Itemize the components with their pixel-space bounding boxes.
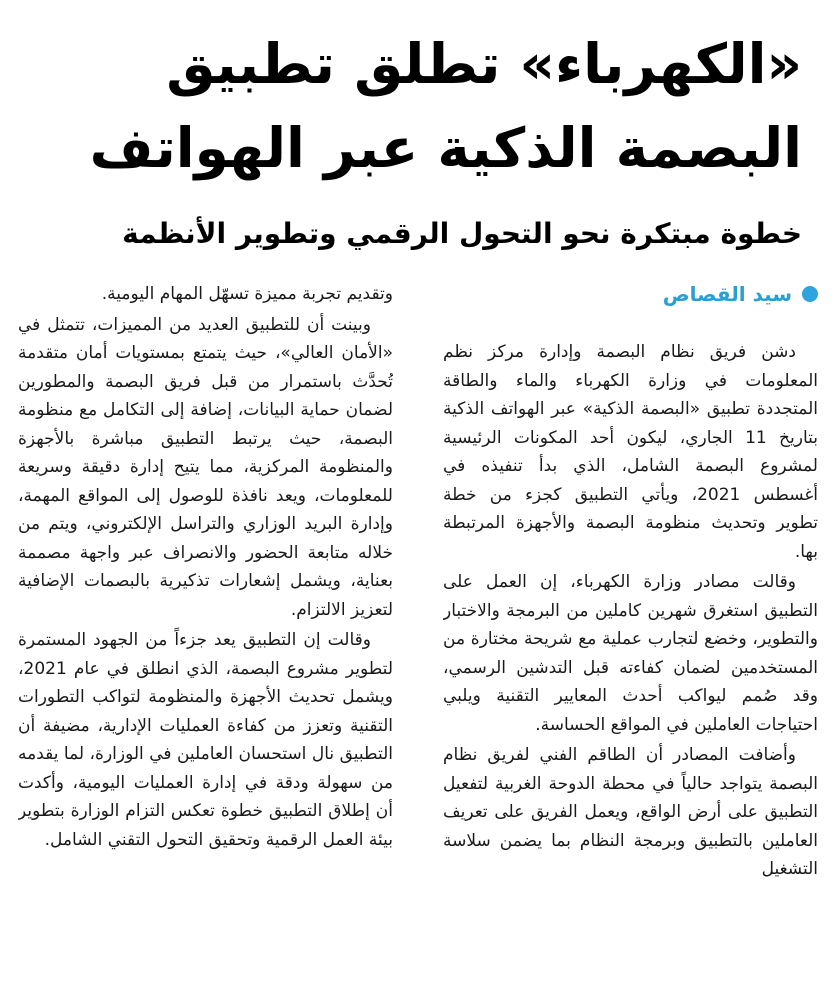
paragraph: دشن فريق نظام البصمة وإدارة مركز نظم المعلومات في وزارة الكهرباء والماء والطاقة المتجددة تطبيق «البصمة الذكية» عبر الهواتف الذكية بتاريخ 11 الجاري، ليكون أحد المكونات الرئيسية لمشروع البصمة الشامل، الذي بدأ تنفيذه في أغسطس 2021، ويأتي التطبيق كجزء من خطة تطوير وتحديث منظومة البصمة والأجهزة المرتبطة بها.: [443, 342, 818, 562]
paragraph: وقالت مصادر وزارة الكهرباء، إن العمل على التطبيق استغرق شهرين كاملين من البرمجة والاختبار والتطوير، وخضع لتجارب عملية مع شريحة مختارة من المستخدمين لضمان كفاءته قبل التدشين الرسمي، وقد صُمم ليواكب أحدث المعايير التقنية ويلبي احتياجات العاملين في المواقع الحساسة.: [443, 572, 818, 735]
paragraph: وأضافت المصادر أن الطاقم الفني لفريق نظام البصمة يتواجد حالياً في محطة الدوحة الغربية لتفعيل التطبيق على أرض الواقع، ويعمل الفريق على تعريف العاملين بالتطبيق وبرمجة النظام بما يضمن سلاسة التشغيل: [443, 745, 818, 879]
byline-bullet-icon: [802, 286, 818, 302]
headline-line-1: «الكهرباء» تطلق تطبيق: [166, 32, 802, 96]
paragraph: وبينت أن للتطبيق العديد من المميزات، تتمثل في «الأمان العالي»، حيث يتمتع بمستويات أمان متقدمة تُحدَّث باستمرار من قبل فريق البصمة والمطورين لضمان حماية البيانات، إضافة إلى التكامل مع منظومة البصمة، حيث يرتبط التطبيق مباشرة بالأجهزة والمنظومة المركزية، مما يتيح إدارة دقيقة وسريعة للمعلومات، ويعد نافذة للوصول إلى المواقع المهمة، وإدارة البريد الوزاري والتراسل الإلكتروني، ويتم من خلاله متابعة الحضور والانصراف عبر واجهة مصممة بعناية، ويشمل إشعارات تذكيرية بالبصمات الإضافية لتعزيز الالتزام.: [18, 314, 393, 620]
subheadline: خطوة مبتكرة نحو التحول الرقمي وتطوير الأنظمة: [122, 217, 802, 250]
paragraph: وتقديم تجربة مميزة تسهّل المهام اليومية.: [101, 284, 393, 304]
headline-line-2: البصمة الذكية عبر الهواتف: [89, 116, 802, 180]
author-name: سيد القصاص: [662, 282, 792, 306]
byline: [443, 280, 818, 308]
headline: [62, 22, 802, 190]
paragraph: وقالت إن التطبيق يعد جزءاً من الجهود المستمرة لتطوير مشروع البصمة، الذي انطلق في عام 2021، ويشمل تحديث الأجهزة والمنظومة لتواكب التطورات التقنية وتعزز من كفاءة العمليات الإدارية، مضيفة أن التطبيق نال استحسان العاملين في الوزارة، لما يقدمه من سهولة ودقة في إدارة العمليات اليومية، وأكدت أن إطلاق التطبيق خطوة تعكس التزام الوزارة بتطوير بيئة العمل الرقمية وتحقيق التحول التقني الشامل.: [18, 630, 393, 850]
article-column-left: [18, 280, 393, 990]
article-column-right: [443, 280, 818, 990]
